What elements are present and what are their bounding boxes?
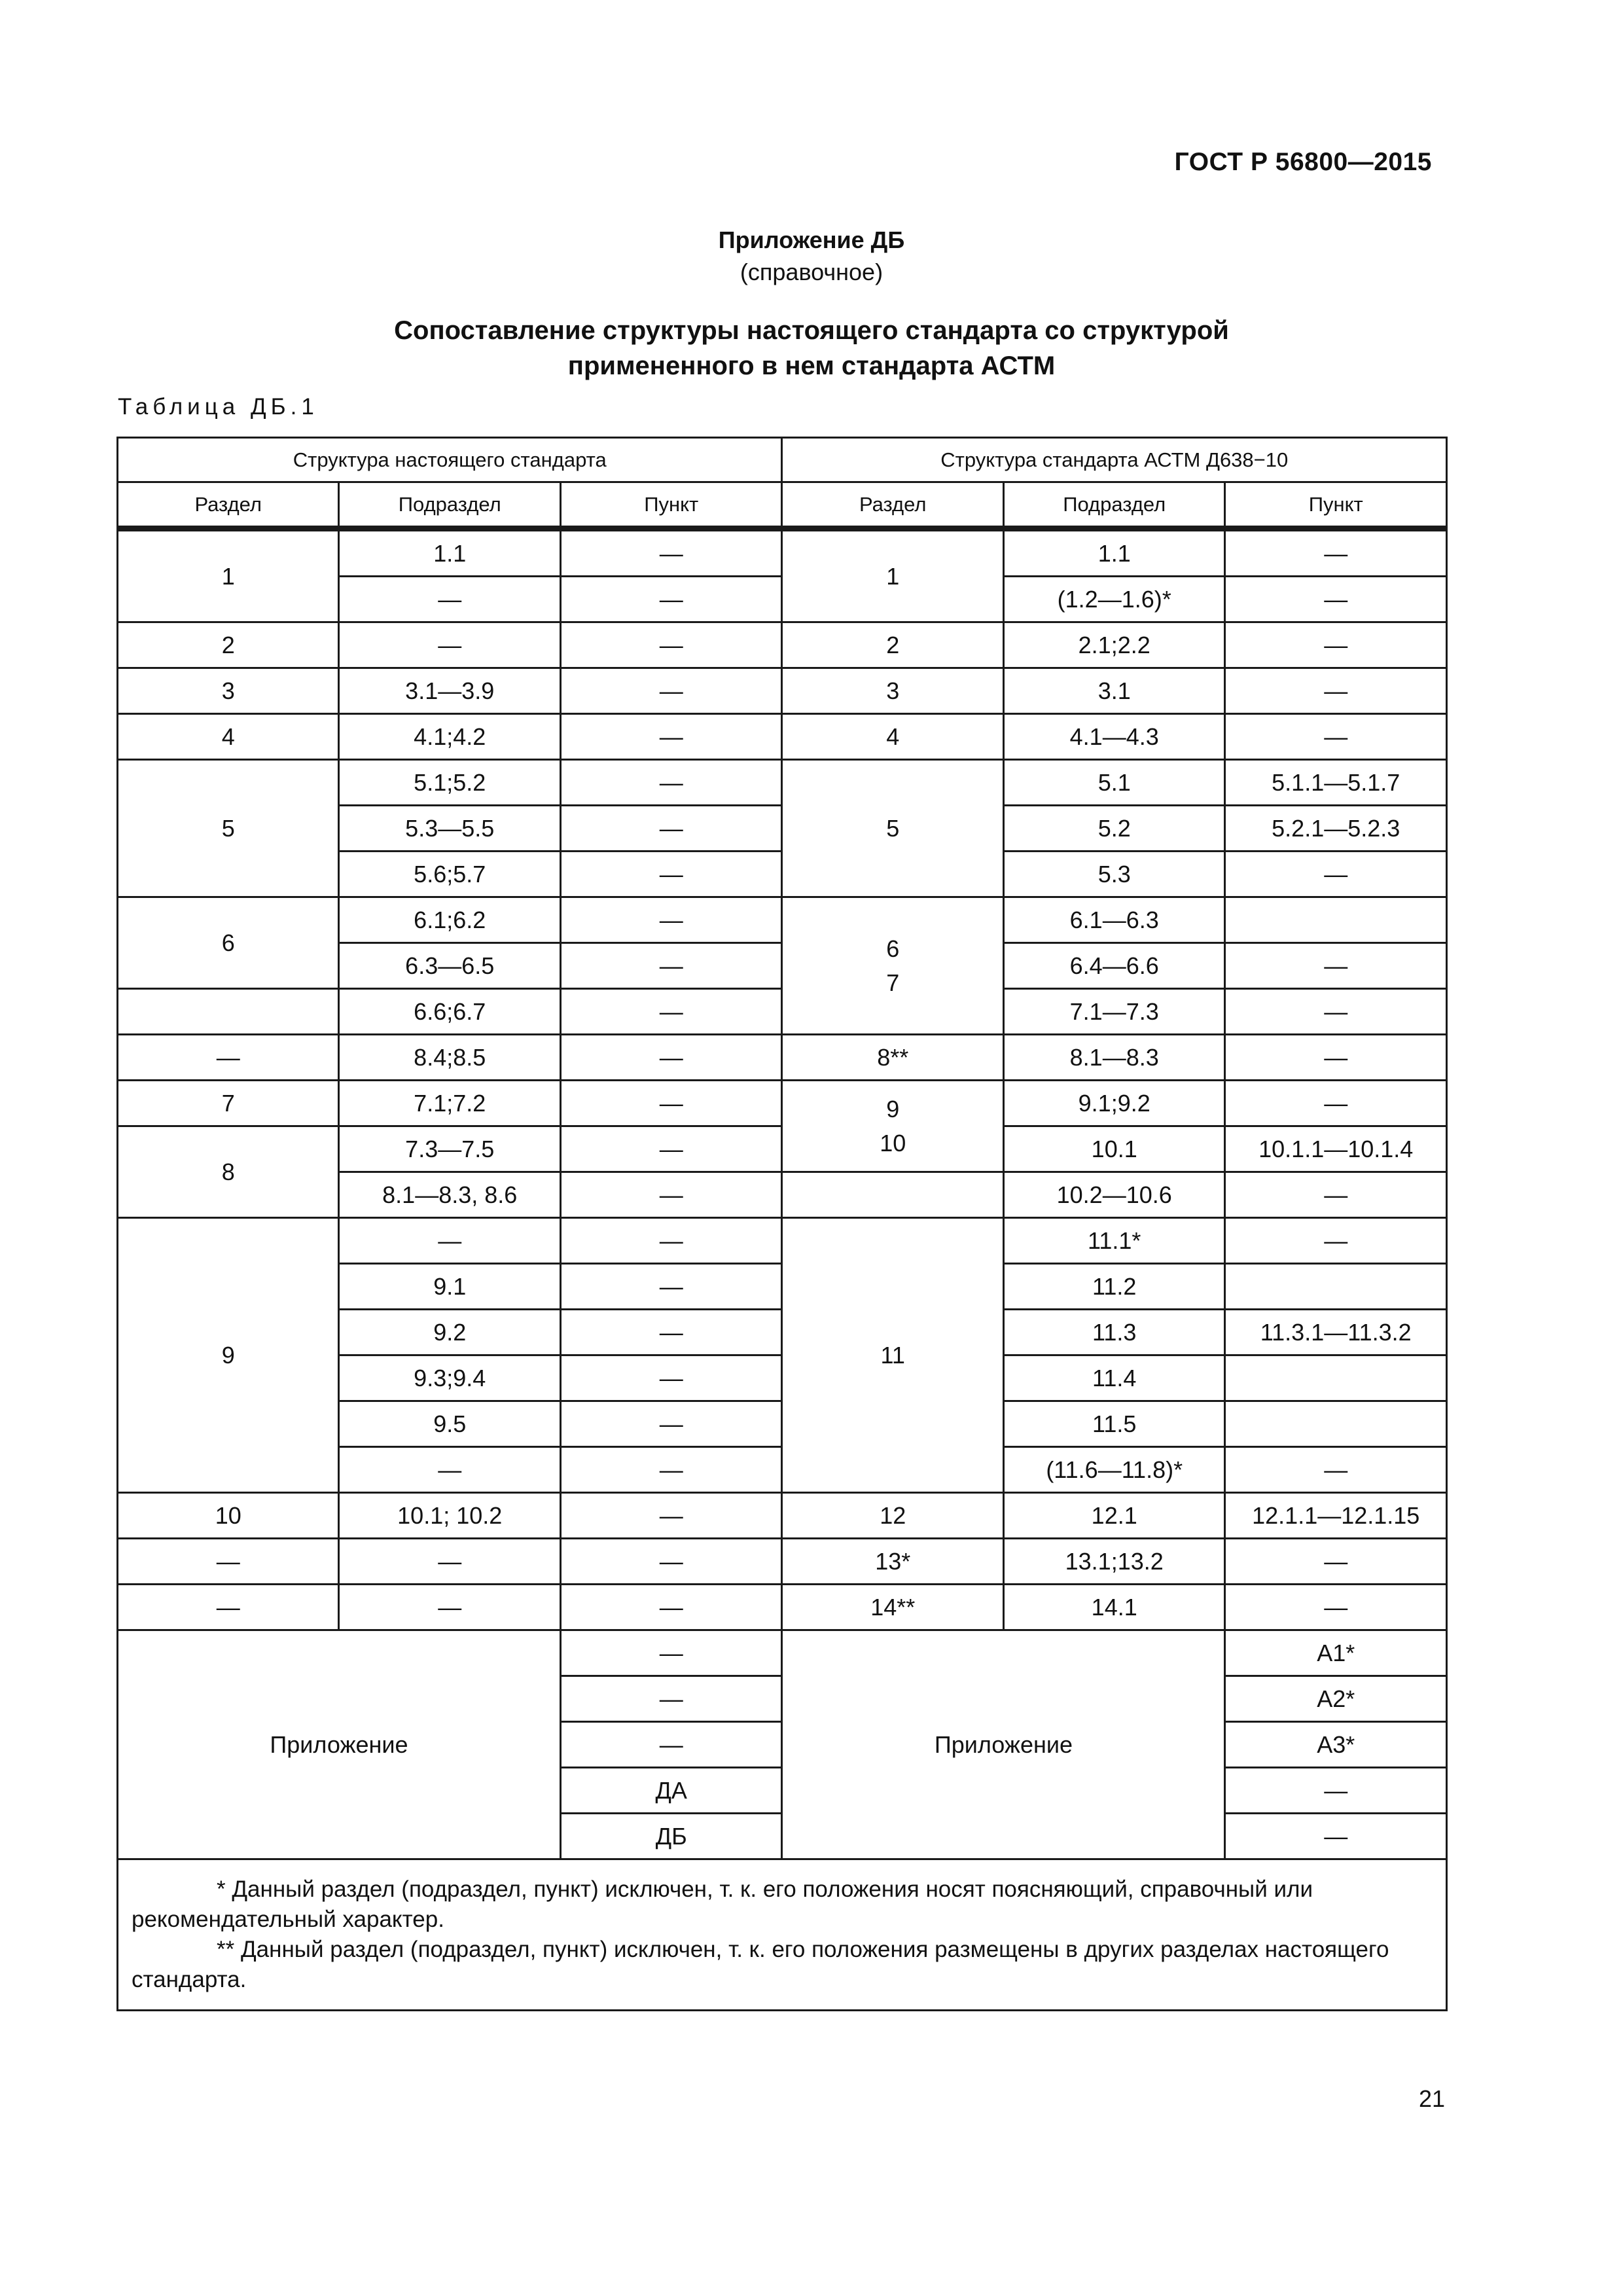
table-row — [118, 1035, 1447, 1081]
cell-astm-clause — [1225, 1355, 1447, 1401]
cell-astm-clause: — — [1225, 668, 1447, 714]
cell-astm-clause — [1225, 1264, 1447, 1310]
cell-subsection: 9.1 — [339, 1264, 560, 1310]
cell-section: 5 — [118, 760, 339, 897]
col-header-clause: Пункт — [560, 482, 782, 529]
cell-astm-section — [782, 1081, 1003, 1172]
cell-clause: — — [560, 1401, 782, 1447]
table-row — [118, 897, 1447, 943]
cell-subsection: — — [339, 1218, 560, 1264]
cell-clause: — — [560, 668, 782, 714]
appendix-left-point: ДБ — [560, 1814, 782, 1859]
cell-subsection: 10.1; 10.2 — [339, 1493, 560, 1539]
cell-astm-subsection: 11.5 — [1003, 1401, 1224, 1447]
cell-subsection: 5.6;5.7 — [339, 852, 560, 897]
cell-subsection: — — [339, 577, 560, 622]
cell-clause: — — [560, 1126, 782, 1172]
footnote-single-asterisk: * Данный раздел (подраздел, пункт) исключен, т. к. его положения носят поясняющий, справочный или рекомендательный характер. — [132, 1876, 1313, 1932]
table-row — [118, 1539, 1447, 1585]
cell-astm-clause — [1225, 897, 1447, 943]
cell-astm-clause: — — [1225, 852, 1447, 897]
column-header-row — [118, 482, 1447, 529]
table-row — [118, 1218, 1447, 1264]
cell-clause: — — [560, 1172, 782, 1218]
cell-clause: — — [560, 714, 782, 760]
cell-astm-subsection: (11.6—11.8)* — [1003, 1447, 1224, 1493]
cell-astm-clause: — — [1225, 1447, 1447, 1493]
cell-clause: — — [560, 1264, 782, 1310]
cell-astm-section — [782, 897, 1003, 1035]
cell-subsection: 5.1;5.2 — [339, 760, 560, 806]
heading-line-1: Сопоставление структуры настоящего стандарта со структурой — [394, 316, 1229, 345]
group-header-this-standard: Структура настоящего стандарта — [118, 438, 782, 482]
cell-clause: — — [560, 577, 782, 622]
footnote-double-asterisk: ** Данный раздел (подраздел, пункт) исключен, т. к. его положения размещены в других разделах настоящего стандарта. — [132, 1937, 1389, 1992]
cell-astm-clause: — — [1225, 529, 1447, 577]
cell-astm-subsection: 1.1 — [1003, 529, 1224, 577]
cell-astm-section: 5 — [782, 760, 1003, 897]
appendix-left-point: — — [560, 1722, 782, 1768]
cell-subsection: — — [339, 1447, 560, 1493]
col-header-section: Раздел — [118, 482, 339, 529]
cell-astm-subsection: 7.1—7.3 — [1003, 989, 1224, 1035]
cell-section: 2 — [118, 622, 339, 668]
cell-astm-section: 2 — [782, 622, 1003, 668]
col-header-astm-clause: Пункт — [1225, 482, 1447, 529]
cell-subsection: 9.2 — [339, 1310, 560, 1355]
cell-astm-subsection: 5.1 — [1003, 760, 1224, 806]
cell-astm-section: 12 — [782, 1493, 1003, 1539]
cell-clause: — — [560, 1355, 782, 1401]
cell-astm-subsection: 8.1—8.3 — [1003, 1035, 1224, 1081]
cell-astm-subsection: 11.1* — [1003, 1218, 1224, 1264]
cell-subsection: 6.6;6.7 — [339, 989, 560, 1035]
cell-astm-clause: — — [1225, 943, 1447, 989]
cell-astm-section: 8** — [782, 1035, 1003, 1081]
appendix-right-point: А1* — [1225, 1630, 1447, 1676]
cell-subsection: 7.1;7.2 — [339, 1081, 560, 1126]
appendix-right-point: — — [1225, 1768, 1447, 1814]
cell-clause: — — [560, 943, 782, 989]
cell-astm-subsection: 11.4 — [1003, 1355, 1224, 1401]
cell-astm-section: 3 — [782, 668, 1003, 714]
cell-astm-clause: — — [1225, 1218, 1447, 1264]
cell-astm-clause: — — [1225, 577, 1447, 622]
appendix-label-right: Приложение — [782, 1630, 1225, 1859]
cell-subsection: 3.1—3.9 — [339, 668, 560, 714]
cell-section — [118, 989, 339, 1035]
cell-astm-clause: 11.3.1—11.3.2 — [1225, 1310, 1447, 1355]
appendix-right-point: А2* — [1225, 1676, 1447, 1722]
page-number: 21 — [1418, 2085, 1445, 2112]
cell-subsection: 1.1 — [339, 529, 560, 577]
table-row — [118, 622, 1447, 668]
cell-subsection: 4.1;4.2 — [339, 714, 560, 760]
appendix-right-point: А3* — [1225, 1722, 1447, 1768]
cell-astm-section: 1 — [782, 529, 1003, 622]
cell-clause: — — [560, 1539, 782, 1585]
table-row — [118, 1585, 1447, 1630]
cell-clause: — — [560, 989, 782, 1035]
cell-astm-subsection: 5.3 — [1003, 852, 1224, 897]
cell-astm-clause: — — [1225, 1081, 1447, 1126]
cell-section: — — [118, 1035, 339, 1081]
table-row — [118, 1493, 1447, 1539]
appendix-title: Приложение ДБ — [718, 226, 905, 253]
cell-section: 1 — [118, 529, 339, 622]
cell-section: — — [118, 1585, 339, 1630]
cell-section: 9 — [118, 1218, 339, 1493]
cell-clause: — — [560, 622, 782, 668]
astm-section-7: 7 — [886, 969, 900, 996]
table-row — [118, 714, 1447, 760]
notes-row — [118, 1859, 1447, 2011]
cell-astm-clause: — — [1225, 1585, 1447, 1630]
cell-astm-section: 11 — [782, 1218, 1003, 1493]
appendix-subtitle: (справочное) — [740, 259, 883, 285]
cell-astm-subsection: 14.1 — [1003, 1585, 1224, 1630]
comparison-table — [116, 437, 1448, 2011]
cell-astm-clause: 10.1.1—10.1.4 — [1225, 1126, 1447, 1172]
cell-astm-subsection: 6.1—6.3 — [1003, 897, 1224, 943]
cell-clause: — — [560, 1447, 782, 1493]
cell-astm-clause: — — [1225, 1539, 1447, 1585]
cell-section: 8 — [118, 1126, 339, 1218]
cell-astm-subsection: 5.2 — [1003, 806, 1224, 852]
cell-clause: — — [560, 897, 782, 943]
cell-clause: — — [560, 1081, 782, 1126]
astm-section-9: 9 — [886, 1095, 900, 1122]
cell-clause: — — [560, 1493, 782, 1539]
appendix-left-point: ДА — [560, 1768, 782, 1814]
cell-clause: — — [560, 760, 782, 806]
cell-astm-subsection: 11.3 — [1003, 1310, 1224, 1355]
cell-subsection: 8.4;8.5 — [339, 1035, 560, 1081]
cell-astm-subsection: 10.2—10.6 — [1003, 1172, 1224, 1218]
cell-astm-clause: 12.1.1—12.1.15 — [1225, 1493, 1447, 1539]
cell-astm-subsection: 4.1—4.3 — [1003, 714, 1224, 760]
cell-astm-subsection: 2.1;2.2 — [1003, 622, 1224, 668]
cell-astm-subsection: 10.1 — [1003, 1126, 1224, 1172]
cell-section: 7 — [118, 1081, 339, 1126]
table-row — [118, 668, 1447, 714]
cell-subsection: — — [339, 1585, 560, 1630]
cell-section: 3 — [118, 668, 339, 714]
cell-clause: — — [560, 852, 782, 897]
cell-astm-section: 13* — [782, 1539, 1003, 1585]
appendix-left-point: — — [560, 1630, 782, 1676]
cell-astm-clause: — — [1225, 1172, 1447, 1218]
cell-astm-clause — [1225, 1401, 1447, 1447]
cell-subsection: 5.3—5.5 — [339, 806, 560, 852]
cell-astm-clause: — — [1225, 714, 1447, 760]
cell-section: — — [118, 1539, 339, 1585]
cell-subsection: — — [339, 1539, 560, 1585]
cell-astm-subsection: (1.2—1.6)* — [1003, 577, 1224, 622]
cell-subsection: — — [339, 622, 560, 668]
table-row — [118, 1081, 1447, 1126]
cell-section: 4 — [118, 714, 339, 760]
col-header-astm-subsection: Подраздел — [1003, 482, 1224, 529]
cell-clause: — — [560, 1035, 782, 1081]
cell-subsection: 6.3—6.5 — [339, 943, 560, 989]
table-row — [118, 529, 1447, 577]
col-header-subsection: Подраздел — [339, 482, 560, 529]
cell-clause: — — [560, 1310, 782, 1355]
cell-astm-subsection: 3.1 — [1003, 668, 1224, 714]
document-code: ГОСТ Р 56800—2015 — [1174, 148, 1432, 176]
astm-section-10: 10 — [880, 1129, 906, 1157]
cell-astm-subsection: 13.1;13.2 — [1003, 1539, 1224, 1585]
cell-clause: — — [560, 1218, 782, 1264]
cell-subsection: 9.5 — [339, 1401, 560, 1447]
cell-astm-subsection: 6.4—6.6 — [1003, 943, 1224, 989]
cell-astm-section: 14** — [782, 1585, 1003, 1630]
cell-astm-clause: 5.2.1—5.2.3 — [1225, 806, 1447, 852]
cell-astm-clause: — — [1225, 622, 1447, 668]
appendix-row — [118, 1630, 1447, 1676]
cell-subsection: 6.1;6.2 — [339, 897, 560, 943]
cell-section: 6 — [118, 897, 339, 989]
group-header-astm-standard: Структура стандарта АСТМ Д638−10 — [782, 438, 1447, 482]
cell-subsection: 7.3—7.5 — [339, 1126, 560, 1172]
cell-subsection: 8.1—8.3, 8.6 — [339, 1172, 560, 1218]
group-header-row — [118, 438, 1447, 482]
cell-astm-subsection: 11.2 — [1003, 1264, 1224, 1310]
cell-section: 10 — [118, 1493, 339, 1539]
cell-astm-section: 4 — [782, 714, 1003, 760]
cell-astm-subsection: 12.1 — [1003, 1493, 1224, 1539]
cell-astm-clause: — — [1225, 989, 1447, 1035]
col-header-astm-section: Раздел — [782, 482, 1003, 529]
astm-section-6: 6 — [886, 935, 900, 962]
cell-clause: — — [560, 806, 782, 852]
cell-subsection: 9.3;9.4 — [339, 1355, 560, 1401]
cell-clause: — — [560, 1585, 782, 1630]
appendix-right-point: — — [1225, 1814, 1447, 1859]
cell-astm-subsection: 9.1;9.2 — [1003, 1081, 1224, 1126]
cell-astm-section — [782, 1172, 1003, 1218]
table-notes — [118, 1859, 1447, 2011]
cell-astm-clause: — — [1225, 1035, 1447, 1081]
appendix-left-point: — — [560, 1676, 782, 1722]
section-heading — [0, 313, 1623, 384]
cell-clause: — — [560, 529, 782, 577]
heading-line-2: примененного в нем стандарта АСТМ — [567, 351, 1056, 380]
appendix-label-left: Приложение — [118, 1630, 561, 1859]
table-caption: Таблица ДБ.1 — [118, 394, 319, 420]
cell-astm-clause: 5.1.1—5.1.7 — [1225, 760, 1447, 806]
table-row — [118, 760, 1447, 806]
